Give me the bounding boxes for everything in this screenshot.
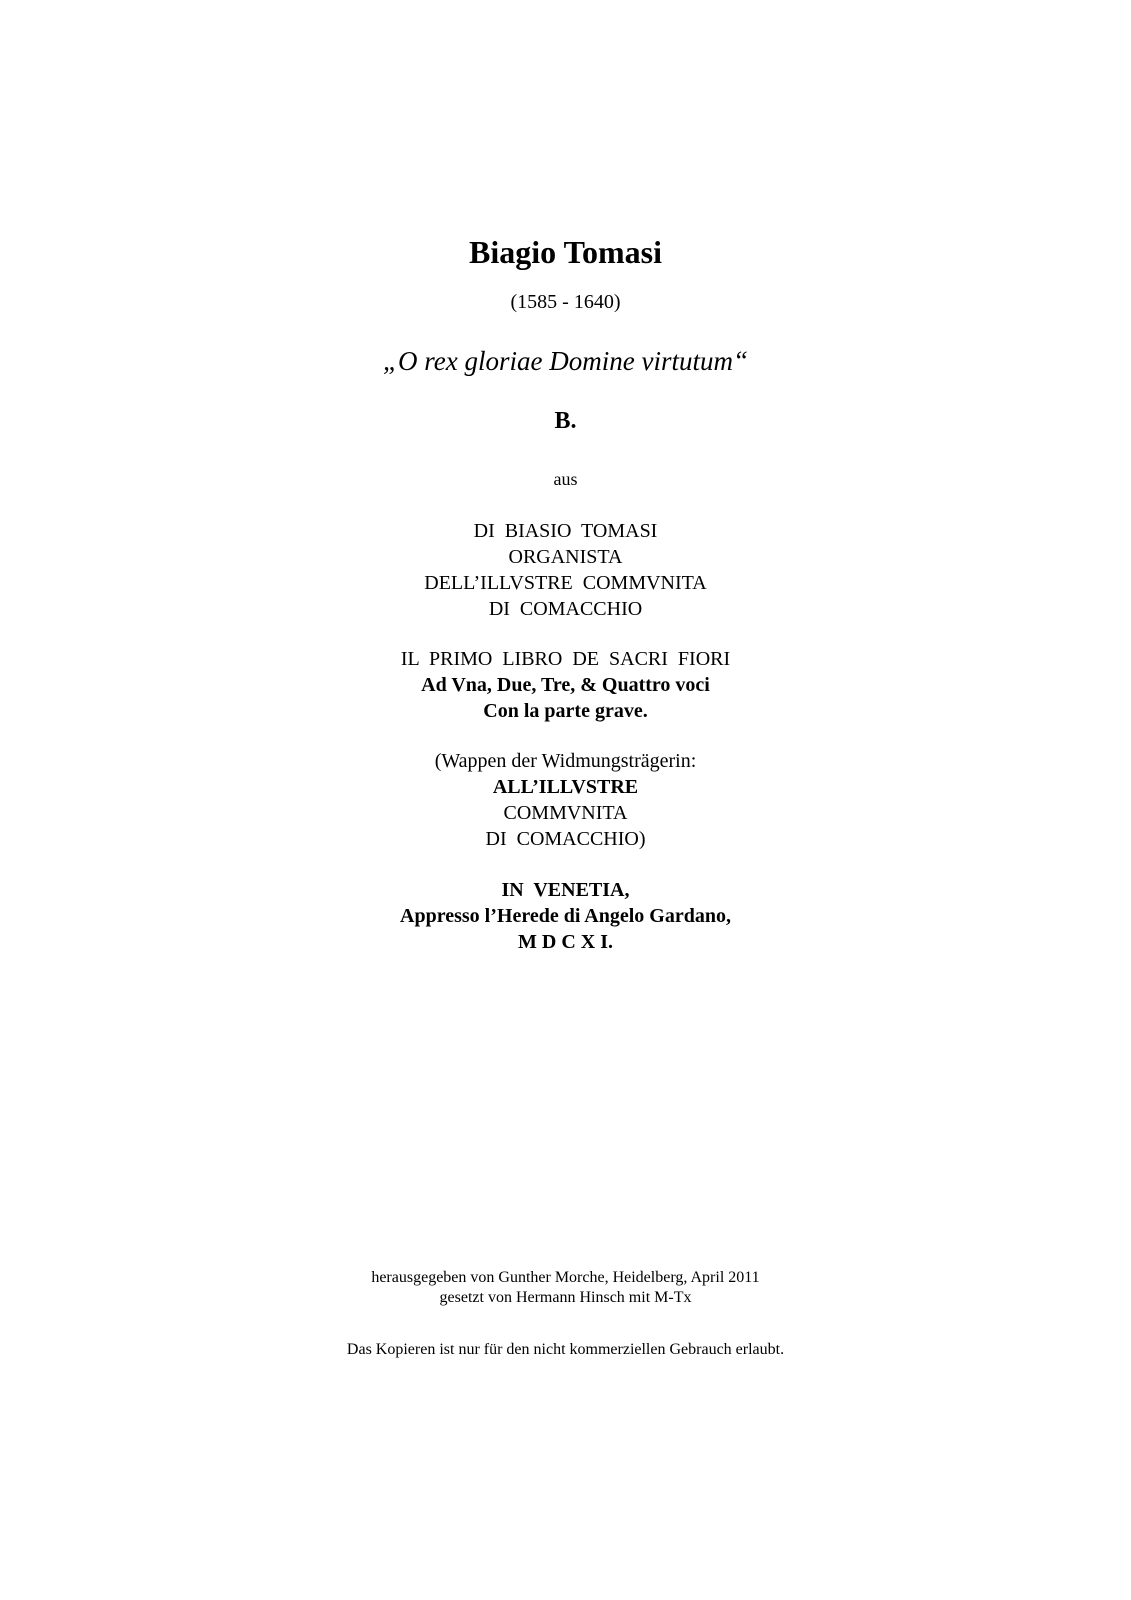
imprint-line: Appresso l’Herede di Angelo Gardano, <box>400 905 731 927</box>
composer-name: Biagio Tomasi <box>469 234 662 270</box>
dedication-line: (Wappen der Widmungsträgerin: <box>434 750 697 772</box>
book-line: IL PRIMO LIBRO DE SACRI FIORI <box>400 648 731 670</box>
author-line: DI COMACCHIO <box>488 598 643 620</box>
part-label: B. <box>554 408 577 434</box>
author-line: ORGANISTA <box>508 546 623 568</box>
imprint-line: IN VENETIA, <box>501 879 630 901</box>
footer-credits <box>0 1268 1131 1308</box>
copy-note: Das Kopieren ist nur für den nicht kommerziellen Gebrauch erlaubt. <box>346 1341 785 1358</box>
imprint-block <box>0 877 1131 955</box>
author-line: DELL’ILLVSTRE COMMVNITA <box>424 572 707 594</box>
typeset-line: gesetzt von Hermann Hinsch mit M-Tx <box>439 1289 692 1306</box>
dedication-line: ALL’ILLVSTRE <box>492 776 639 798</box>
book-title-block <box>0 646 1131 724</box>
dedication-line: DI COMACCHIO) <box>485 828 646 850</box>
work-title: „O rex gloriae Domine virtutum“ <box>383 346 748 376</box>
dedication-block <box>0 748 1131 852</box>
author-block <box>0 518 1131 622</box>
from-label: aus <box>553 469 578 489</box>
book-line: Ad Vna, Due, Tre, & Quattro voci <box>421 674 710 696</box>
life-dates: (1585 - 1640) <box>510 291 621 313</box>
editor-line: herausgegeben von Gunther Morche, Heidelberg, April 2011 <box>371 1269 760 1286</box>
book-line: Con la parte grave. <box>483 700 648 722</box>
dedication-line: COMMVNITA <box>503 802 628 824</box>
author-line: DI BIASIO TOMASI <box>473 520 658 542</box>
imprint-line: M D C X I. <box>518 931 613 953</box>
